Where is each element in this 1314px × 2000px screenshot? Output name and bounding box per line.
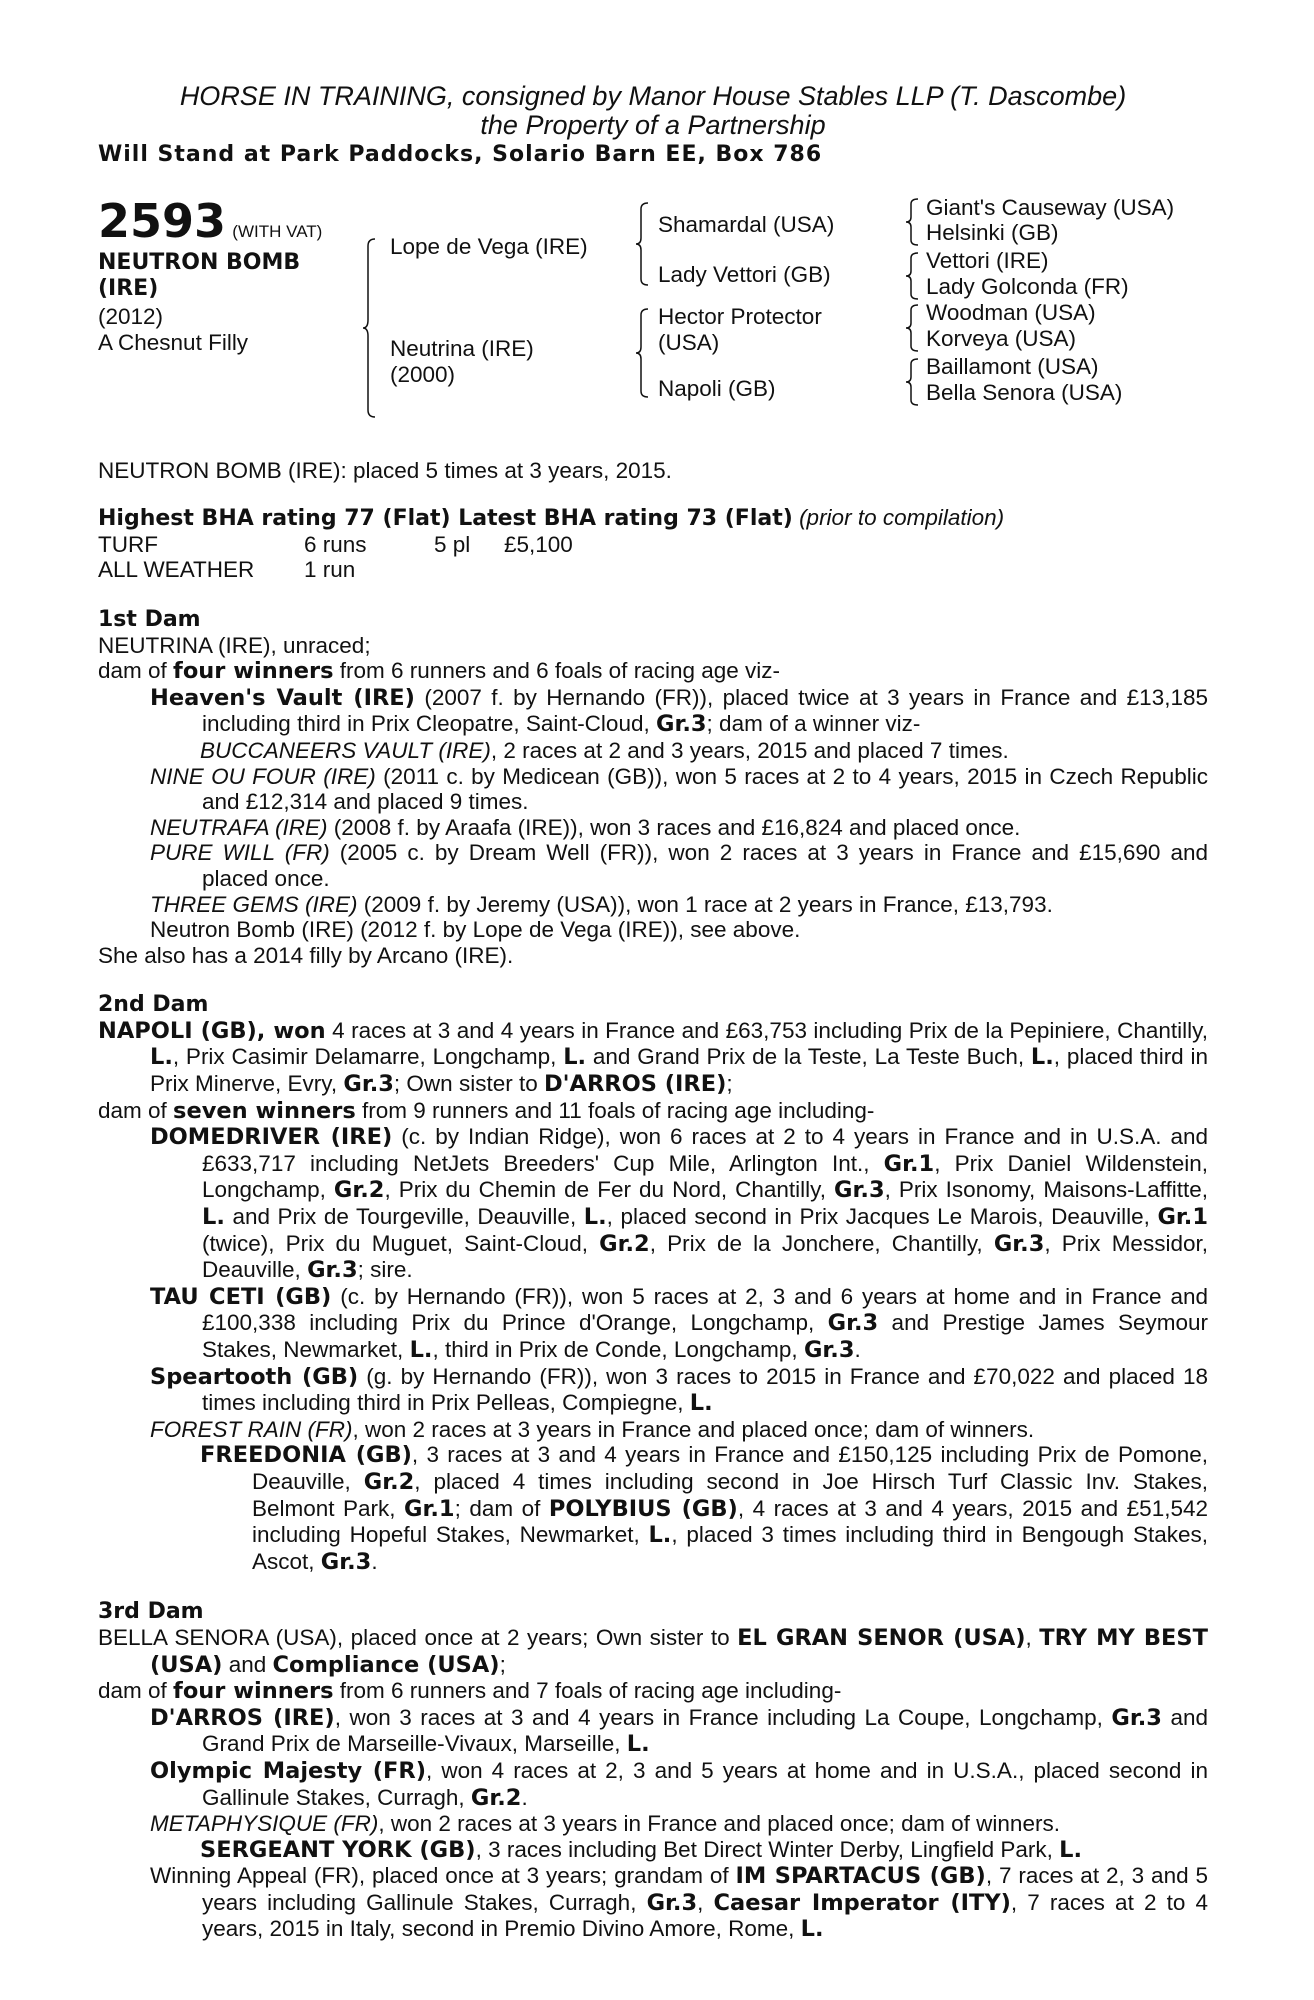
produce-sub-entry: BUCCANEERS VAULT (IRE), 2 races at 2 and 3 years, 2015 and placed 7 times. [200, 737, 1009, 763]
placings [434, 557, 504, 583]
produce-entry: Winning Appeal (FR), placed once at 3 years; grandam of IM SPARTACUS (GB), 7 races at 2, 3 and 5 years including Gallinule Stakes, Curragh, Gr.3, Caesar Imperator (ITY), 7 races at 2 to 4 years, 2015 in Italy, second in Premio Divino Amore, Rome, L. [150, 1863, 1209, 1943]
gp-bracket-4 [906, 358, 920, 406]
race-summary: NEUTRON BOMB (IRE): placed 5 times at 3 years, 2015. [98, 457, 672, 483]
surface: TURF [98, 531, 158, 557]
second-dam-section [98, 992, 1208, 1575]
dam-dam-dam: Bella Senora (USA) [926, 379, 1123, 405]
dam-produce-summary: dam of four winners from 6 runners and 7 foals of racing age including- [98, 1678, 842, 1705]
dam-dam: Napoli (GB) [658, 375, 776, 401]
sire-dam: Lady Vettori (GB) [658, 261, 831, 287]
gp-bracket-1 [906, 198, 920, 246]
lot-number [98, 193, 323, 248]
lot-number-value: 2593 [98, 193, 227, 248]
dam-line: NAPOLI (GB), won 4 races at 3 and 4 years in France and £63,753 including Prix de la Pepiniere, Chantilly, L., Prix Casimir Delamarre, Longchamp, L. and Grand Prix de la Teste, La Teste Buch, L., placed third in Prix Minerve, Evry, Gr.3; Own sister to D'ARROS (IRE); [98, 1017, 1209, 1098]
produce-entry: METAPHYSIQUE (FR), won 2 races at 3 years in France and placed once; dam of winners. [150, 1811, 1060, 1837]
bha-ratings: Highest BHA rating 77 (Flat) Latest BHA rating 73 (Flat) [98, 506, 793, 532]
dam: Neutrina (IRE) [390, 335, 534, 361]
dam-produce-summary: dam of four winners from 6 runners and 6 foals of racing age viz- [98, 658, 781, 685]
sire: Lope de Vega (IRE) [390, 233, 588, 259]
dam-line: BELLA SENORA (USA), placed once at 2 years; Own sister to EL GRAN SENOR (USA), TRY MY BEST (USA) and Compliance (USA); [98, 1624, 1208, 1678]
produce-entry: DOMEDRIVER (IRE) (c. by Indian Ridge), won 6 races at 2 to 4 years in France and in U.S.A. and £633,717 including NetJets Breeders' Cup Mile, Arlington Int., Gr.1, Prix Daniel Wildenstein, Longchamp, Gr.2, Prix du Chemin de Fer du Nord, Chantilly, Gr.3, Prix Isonomy, Maisons-Laffitte, L. and Prix de Tourgeville, Deauville, L., placed second in Prix Jacques Le Marois, Deauville, Gr.1 (twice), Prix du Muguet, Saint-Cloud, Gr.2, Prix de la Jonchere, Chantilly, Gr.3, Prix Messidor, Deauville, Gr.3; sire. [150, 1124, 1209, 1284]
sire-sire-sire: Giant's Causeway (USA) [926, 194, 1175, 220]
prize-money [504, 557, 573, 583]
dam-line: NEUTRINA (IRE), unraced; [98, 632, 371, 658]
produce-entry: D'ARROS (IRE), won 3 races at 3 and 4 years in France including La Coupe, Longchamp, Gr.3 and Grand Prix de Marseille-Vivaux, Marseille, L. [150, 1704, 1208, 1758]
horse-year: (2012) [98, 303, 164, 329]
produce-entry: PURE WILL (FR) (2005 c. by Dream Well (FR)), won 2 races at 3 years in France and £15,690 and placed once. [150, 840, 1208, 891]
horse-name: NEUTRON BOMB [98, 249, 301, 275]
produce-sub-entry: SERGEANT YORK (GB), 3 races including Bet Direct Winter Derby, Lingfield Park, L. [200, 1836, 1083, 1863]
stand-location: Will Stand at Park Paddocks, Solario Barn EE, Box 786 [98, 142, 823, 167]
dam-sire-country: (USA) [658, 329, 720, 355]
surface: ALL WEATHER [98, 557, 255, 583]
produce-entry: Olympic Majesty (FR), won 4 races at 2, 3 and 5 years at home and in U.S.A., placed second in Gallinule Stakes, Curragh, Gr.2. [150, 1757, 1208, 1811]
produce-entry: NEUTRAFA (IRE) (2008 f. by Araafa (IRE)), won 3 races and £16,824 and placed once. [150, 814, 1021, 840]
dam-sire-sire: Woodman (USA) [926, 299, 1096, 325]
prize-money: £5,100 [504, 531, 573, 557]
catalogue-page [98, 82, 1208, 1943]
pedigree-block [98, 193, 1208, 448]
produce-entry: Heaven's Vault (IRE) (2007 f. by Hernando (FR)), placed twice at 3 years in France and £13,185 including third in Prix Cleopatre, Saint-Cloud, Gr.3; dam of a winner viz- [150, 684, 1208, 738]
horse-name-country: (IRE) [98, 275, 159, 301]
section-title: 2nd Dam [98, 992, 209, 1018]
gp-bracket-2 [906, 252, 920, 300]
sire-sire: Shamardal (USA) [658, 211, 835, 237]
ratings-block [98, 505, 1208, 583]
section-title: 1st Dam [98, 606, 201, 632]
produce-entry: FOREST RAIN (FR), won 2 races at 3 years in France and placed once; dam of winners. [150, 1416, 1035, 1442]
produce-sub-entry: FREEDONIA (GB), 3 races at 3 and 4 years in France and £150,125 including Prix de Pomone, Deauville, Gr.2, placed 4 times including second in Joe Hirsch Turf Classic Inv. Stakes, Belmont Park, Gr.1; dam of POLYBIUS (GB), 4 races at 3 and 4 years, 2015 and £51,542 including Hopeful Stakes, Newmarket, L., placed 3 times including third in Bengough Stakes, Ascot, Gr.3. [200, 1442, 1209, 1575]
sire-parents-bracket [636, 202, 650, 286]
runs: 1 run [304, 557, 356, 583]
sire-dam-bracket [363, 238, 377, 418]
produce-entry: Speartooth (GB) (g. by Hernando (FR)), won 3 races to 2015 in France and £70,022 and placed 18 times including third in Prix Pelleas, Compiegne, L. [150, 1363, 1209, 1417]
dam-sire: Hector Protector [658, 303, 822, 329]
ratings-line [98, 505, 1208, 532]
produce-entry: Neutron Bomb (IRE) (2012 f. by Lope de Vega (IRE)), see above. [150, 917, 801, 943]
table-row [98, 557, 573, 583]
gp-bracket-3 [906, 304, 920, 352]
runs: 6 runs [304, 531, 367, 557]
dam-note: She also has a 2014 filly by Arcano (IRE). [98, 942, 514, 968]
produce-entry: THREE GEMS (IRE) (2009 f. by Jeremy (USA)), won 1 race at 2 years in France, £13,793. [150, 891, 1053, 917]
sire-dam-sire: Vettori (IRE) [926, 247, 1049, 273]
dam-produce-summary: dam of seven winners from 9 runners and 11 foals of racing age including- [98, 1097, 875, 1124]
dam-parents-bracket [636, 308, 650, 398]
runs-table [98, 532, 573, 583]
ratings-note: (prior to compilation) [799, 505, 1005, 531]
property-line: the Property of a Partnership [480, 110, 826, 140]
dam-sire-dam: Korveya (USA) [926, 325, 1077, 351]
table-row [98, 532, 573, 558]
sire-dam-dam: Lady Golconda (FR) [926, 273, 1129, 299]
sire-sire-dam: Helsinki (GB) [926, 219, 1059, 245]
dam-year: (2000) [390, 361, 456, 387]
horse-description: A Chesnut Filly [98, 329, 249, 355]
consignor-line: HORSE IN TRAINING, consigned by Manor House Stables LLP (T. Dascombe) [179, 81, 1127, 111]
dam-dam-sire: Baillamont (USA) [926, 353, 1099, 379]
produce-entry: TAU CETI (GB) (c. by Hernando (FR)), won 5 races at 2, 3 and 6 years at home and in France and £100,338 including Prix du Prince d'Orange, Longchamp, Gr.3 and Prestige James Seymour Stakes, Newmarket, L., third in Prix de Conde, Longchamp, Gr.3. [150, 1283, 1209, 1363]
section-title: 3rd Dam [98, 1599, 204, 1625]
third-dam-section [98, 1599, 1208, 1943]
first-dam-section [98, 607, 1208, 968]
produce-entry: NINE OU FOUR (IRE) (2011 c. by Medicean (GB)), won 5 races at 2 to 4 years, 2015 in Czech Republic and £12,314 and placed 9 times. [150, 763, 1208, 815]
placings: 5 pl [434, 531, 471, 557]
vat-note: (WITH VAT) [232, 221, 323, 241]
